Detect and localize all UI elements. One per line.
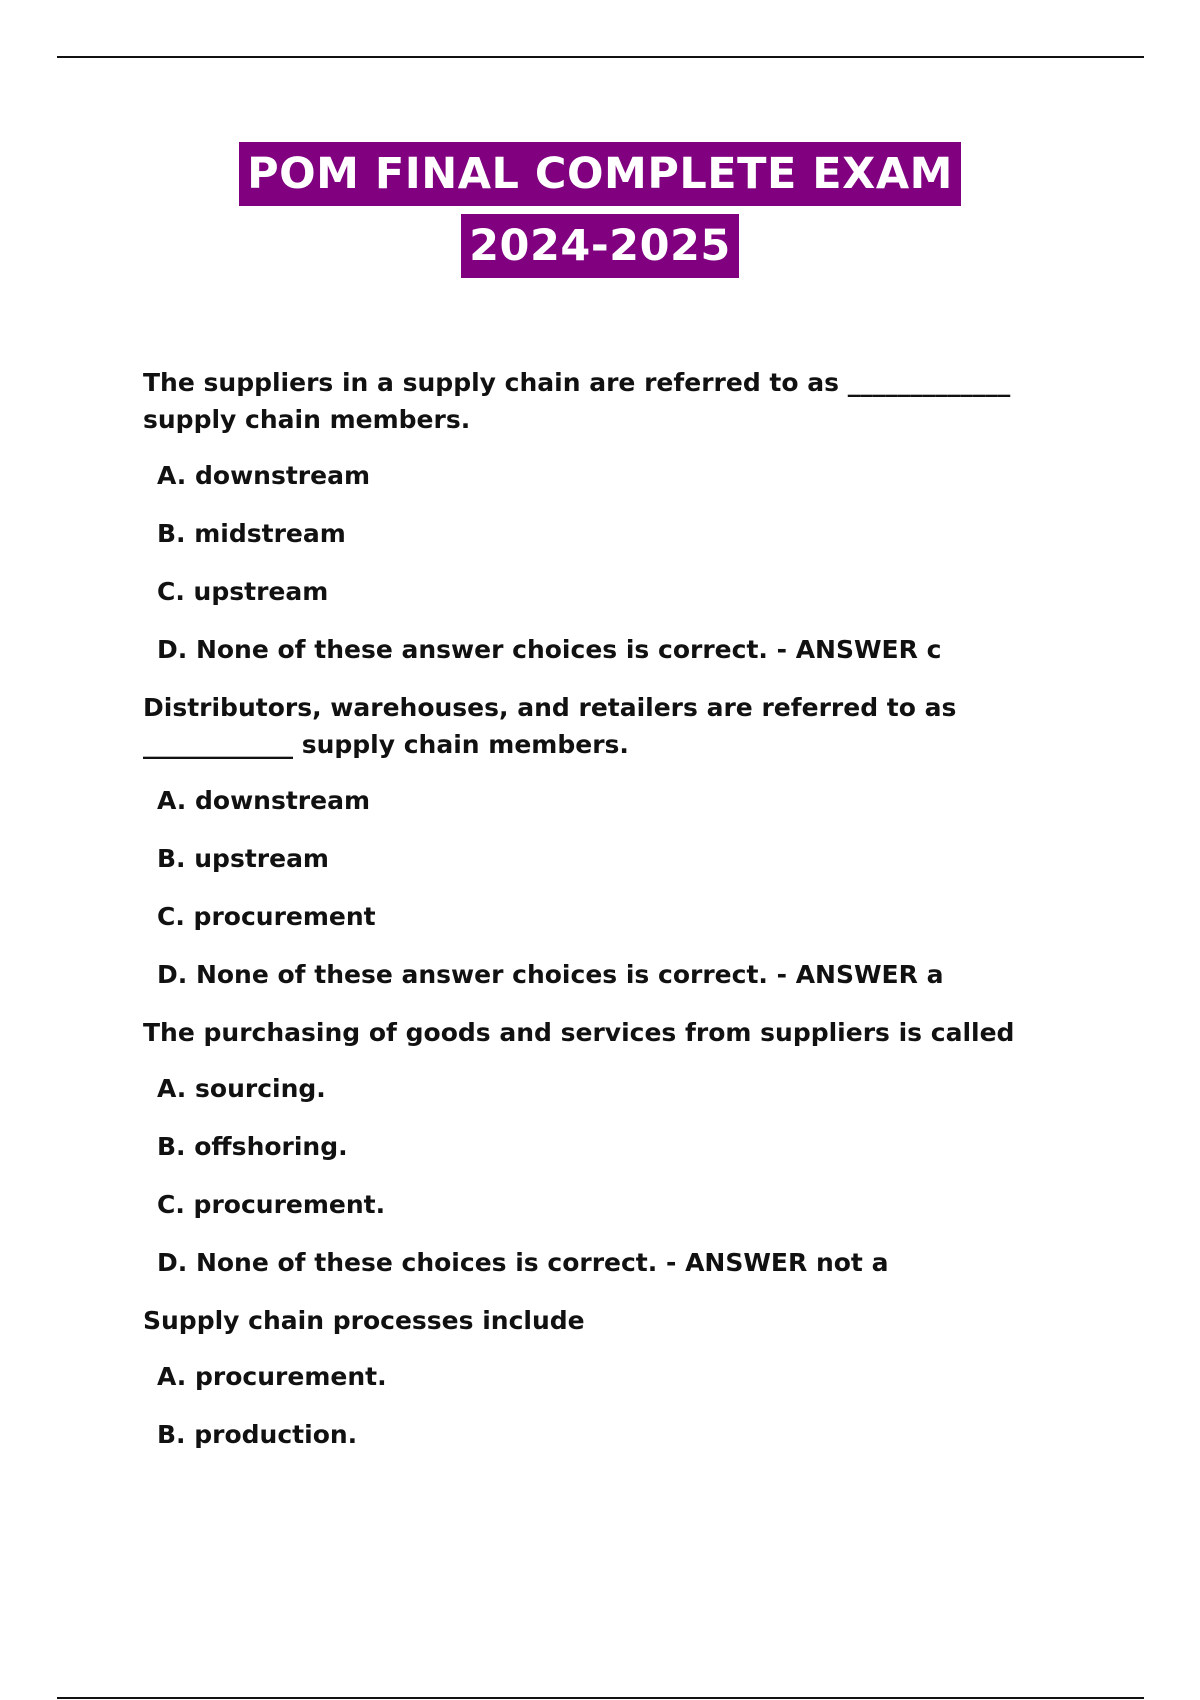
option-a	[157, 457, 1043, 494]
option-text: C. procurement.	[157, 1190, 386, 1219]
option-text: B. offshoring.	[157, 1132, 348, 1161]
option-a	[157, 782, 1043, 819]
option-text: D. None of these choices is correct.	[157, 1248, 658, 1277]
option-c	[157, 898, 1043, 935]
answer-key: - ANSWER not a	[657, 1248, 888, 1277]
option-text: D. None of these answer choices is correct.	[157, 960, 768, 989]
question-block	[143, 1302, 1043, 1453]
option-d	[157, 956, 1043, 993]
question-text: Supply chain processes include	[143, 1306, 585, 1335]
exam-title	[0, 142, 1200, 278]
option-text: A. downstream	[157, 461, 371, 490]
option-text: A. procurement.	[157, 1362, 387, 1391]
option-a	[157, 1358, 1043, 1395]
option-b	[157, 1416, 1043, 1453]
question-text: The purchasing of goods and services from suppliers is called	[143, 1018, 1015, 1047]
top-rule	[57, 56, 1144, 58]
option-text: B. upstream	[157, 844, 329, 873]
option-text: C. procurement	[157, 902, 376, 931]
question-block	[143, 364, 1043, 668]
option-b	[157, 1128, 1043, 1165]
question-text: The suppliers in a supply chain are referred to as _____________ supply chain members.	[143, 368, 1019, 434]
question-text: Distributors, warehouses, and retailers are referred to as ____________ supply chain members.	[143, 693, 957, 759]
title-line-1: POM FINAL COMPLETE EXAM	[239, 142, 961, 206]
question-list	[143, 364, 1043, 1474]
option-b	[157, 515, 1043, 552]
option-text: B. production.	[157, 1420, 358, 1449]
option-d	[157, 1244, 1043, 1281]
bottom-rule	[57, 1697, 1144, 1699]
option-text: C. upstream	[157, 577, 329, 606]
option-d	[157, 631, 1043, 668]
option-c	[157, 573, 1043, 610]
question-block	[143, 1014, 1043, 1281]
option-b	[157, 840, 1043, 877]
option-text: D. None of these answer choices is correct.	[157, 635, 768, 664]
answer-key: - ANSWER a	[768, 960, 944, 989]
option-a	[157, 1070, 1043, 1107]
option-text: A. downstream	[157, 786, 371, 815]
answer-key: - ANSWER c	[768, 635, 942, 664]
option-text: B. midstream	[157, 519, 346, 548]
title-line-2: 2024-2025	[461, 214, 739, 278]
question-block	[143, 689, 1043, 993]
option-c	[157, 1186, 1043, 1223]
option-text: A. sourcing.	[157, 1074, 326, 1103]
